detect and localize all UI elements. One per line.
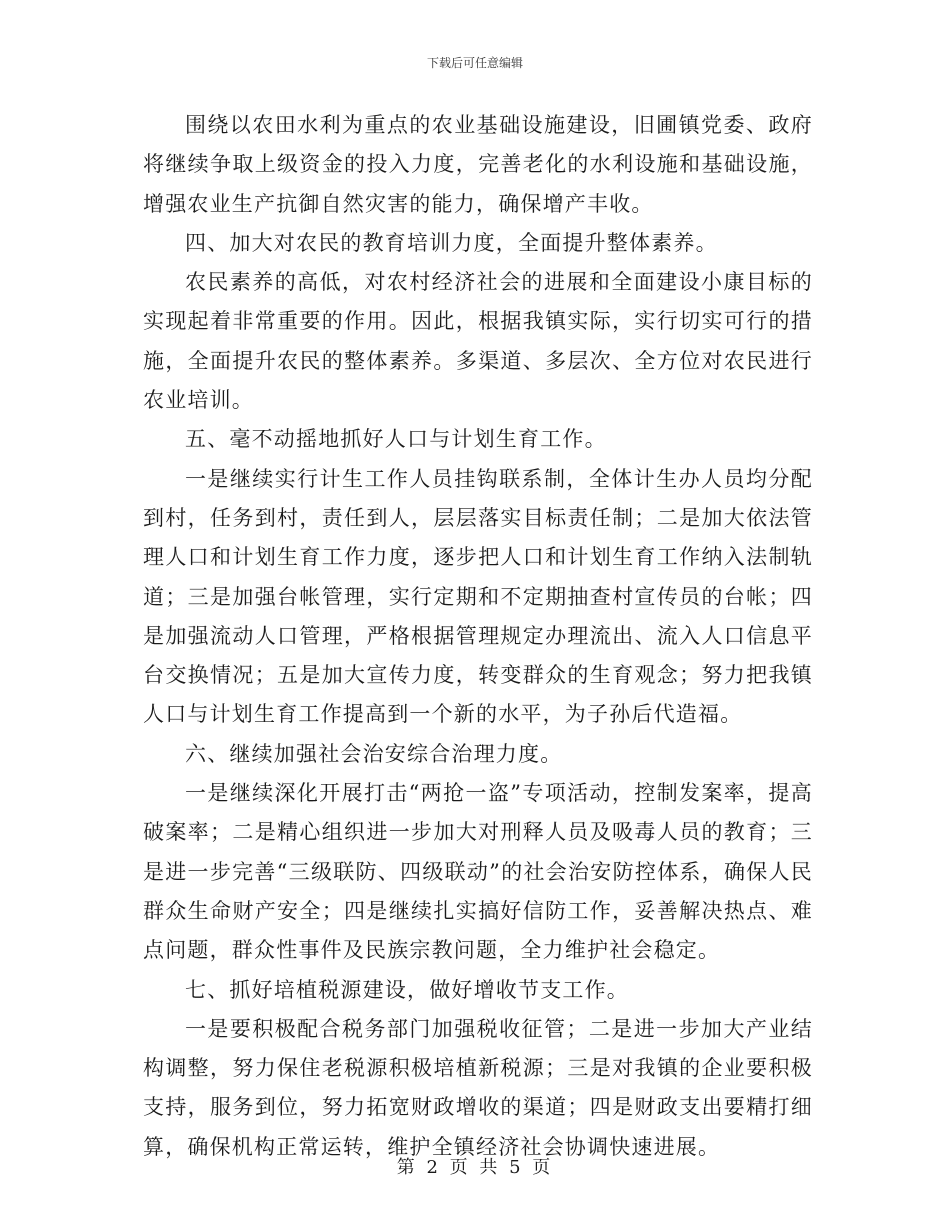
paragraph-infrastructure: 围绕以农田水利为重点的农业基础设施建设，旧圃镇党委、政府将继续争取上级资金的投入力度，完善老化的水利设施和基础设施，增强农业生产抗御自然灾害的能力，确保增产丰收。 [143,113,813,216]
paragraph-tax-revenue: 一是要积极配合税务部门加强税收征管；二是进一步加大产业结构调整，努力保住老税源积极培植新税源；三是对我镇的企业要积极支持，服务到位，努力拓宽财政增收的渠道；四是财政支出要精打细算，确保机构正常运转，维护全镇经济社会协调快速进展。 [143,1016,813,1159]
paragraph-public-security: 一是继续深化开展打击“两抢一盗”专项活动，控制发案率，提高破案率；二是精心组织进一步加大对刑释人员及吸毒人员的教育；三是进一步完善“三级联防、四级联动”的社会治安防控体系，确保人民群众生命财产安全；四是继续扎实搞好信防工作，妥善解决热点、难点问题，群众性事件及民族宗教问题，全力维护社会稳定。 [143,781,813,963]
document-body [143,106,813,1167]
page-header-note: 下载后可任意编辑 [426,56,523,70]
section-heading-4: 四、加大对农民的教育培训力度，全面提升整体素养。 [185,230,718,255]
paragraph-family-planning: 一是继续实行计生工作人员挂钩联系制，全体计生办人员均分配到村，任务到村，责任到人，层层落实目标责任制；二是加大依法管理人口和计划生育工作力度，逐步把人口和计划生育工作纳入法制轨道；三是加强台帐管理，实行定期和不定期抽查村宣传员的台帐；四是加强流动人口管理，严格根据管理规定办理流出、流入人口信息平台交换情况；五是加大宣传力度，转变群众的生育观念；努力把我镇人口与计划生育工作提高到一个新的水平，为子孙后代造福。 [143,466,813,727]
section-heading-6: 六、继续加强社会治安综合治理力度。 [185,741,563,766]
paragraph-farmer-training: 农民素养的高低，对农村经济社会的进展和全面建设小康目标的实现起着非常重要的作用。因此，根据我镇实际，实行切实可行的措施，全面提升农民的整体素养。多渠道、多层次、全方位对农民进行农业培训。 [143,270,813,413]
section-heading-5: 五、毫不动摇地抓好人口与计划生育工作。 [185,427,607,452]
section-heading-7: 七、抓好培植税源建设，做好增收节支工作。 [185,977,629,1002]
page-number-footer: 第 2 页 共 5 页 [396,1157,554,1178]
